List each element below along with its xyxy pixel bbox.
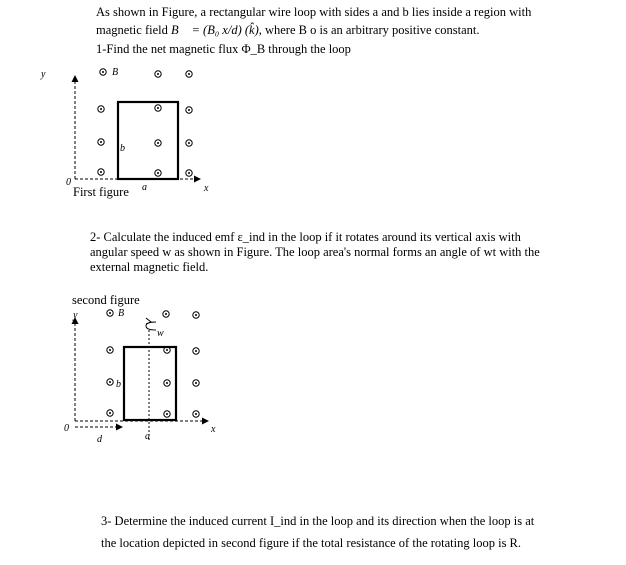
question-2-line-1: 2- Calculate the induced emf ε_ind in the loop if it rotates around its vertical axis with: [90, 230, 521, 244]
question-2-line-2: angular speed w as shown in Figure. The loop area's normal forms an angle of wt with the: [90, 245, 540, 259]
fig1-b-label: B⃗: [112, 67, 126, 78]
fig1-origin-label: 0: [66, 177, 71, 188]
fig2-x-label: x: [211, 424, 216, 435]
fig1-y-label: y: [41, 69, 46, 80]
question-3-line-1: 3- Determine the induced current I_ind in the loop and its direction when the loop is at: [101, 514, 535, 528]
fig1-side-a-label: a: [142, 182, 147, 193]
fig1-wire-loop: [118, 102, 178, 179]
question-2-line-3: external magnetic field.: [90, 260, 209, 274]
fig2-omega-label: w: [157, 328, 164, 339]
figure-1: [75, 69, 200, 179]
fig2-origin-label: 0: [64, 423, 69, 434]
fig2-side-a-label: a: [145, 431, 150, 442]
fig2-y-label: y: [73, 310, 78, 321]
fig1-caption: First figure: [73, 185, 129, 199]
fig2-rotation-arrow-head: [146, 318, 151, 324]
figure-2: [75, 310, 208, 440]
fig2-distance-label: d: [97, 434, 102, 445]
question-1: 1-Find the net magnetic flux Φ_B through the loop: [96, 42, 351, 56]
fig1-side-b-label: b: [120, 143, 125, 154]
intro-line-1: As shown in Figure, a rectangular wire loop with sides a and b lies inside a region with: [96, 5, 532, 19]
field-formula: B⃗ = (B₀ x/d) (k̂): [170, 23, 259, 37]
intro-line-2-suffix: , where B o is an arbitrary positive constant.: [258, 23, 480, 37]
fig1-x-label: x: [204, 183, 209, 194]
fig2-caption: second figure: [72, 293, 140, 307]
intro-line-2-prefix: magnetic field: [96, 23, 168, 37]
fig2-side-b-label: b: [116, 379, 121, 390]
fig2-b-label: B⃗: [118, 308, 132, 319]
fig2-field-dots: [107, 310, 199, 417]
question-3-line-2: the location depicted in second figure if the total resistance of the rotating loop is R.: [101, 536, 522, 550]
fig2-wire-loop: [124, 347, 176, 420]
